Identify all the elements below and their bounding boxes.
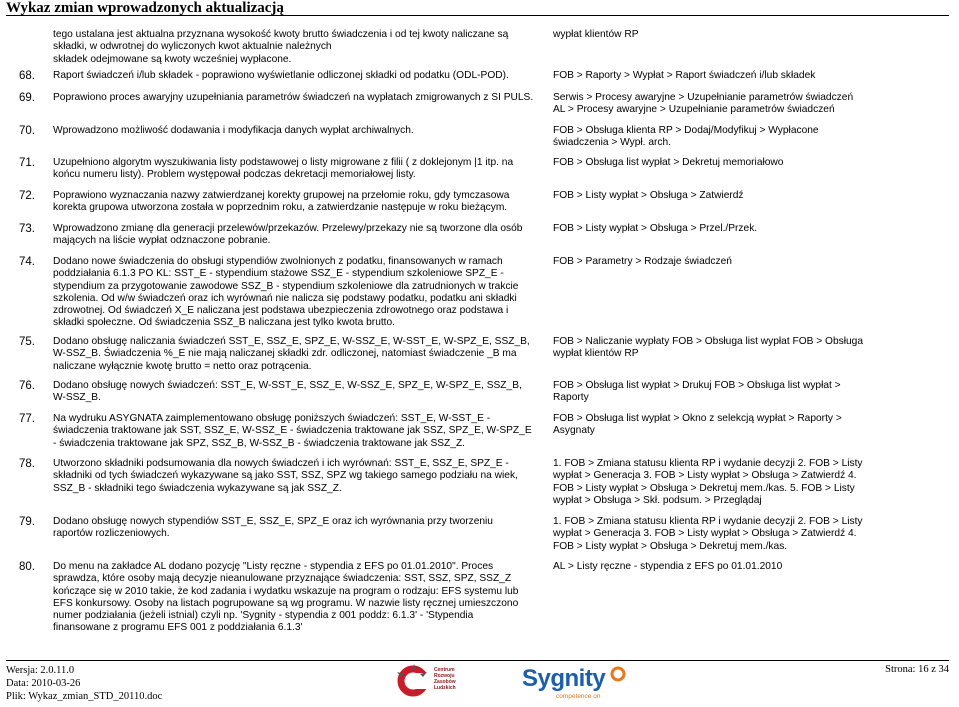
row-location: AL > Listy ręczne - stypendia z EFS po 01.01.2010 xyxy=(553,561,783,572)
row-location: FOB > Obsługa list wypłat > Okno z selekcją wypłat > Raporty > Asygnaty xyxy=(553,413,842,437)
sygnity-logo-mark xyxy=(610,666,626,682)
row-description: Wprowadzono możliwość dodawania i modyfikacja danych wypłat archiwalnych. xyxy=(53,125,414,136)
row-number: 75. xyxy=(19,336,35,348)
row-number: 77. xyxy=(19,413,35,425)
row-description: Utworzono składniki podsumowania dla nowych świadczeń i ich wyrównań: SST_E, SSZ_E, SPZ_E - składniki od tych świadczeń wykazywane są jako SST, SSZ, SPZ wg takiego samego podziału na wiek, SSZ_B - składniki tego świadczenia wykazywane są jak SSZ_Z. xyxy=(53,458,518,494)
page-title: Wykaz zmian wprowadzonych aktualizacją xyxy=(6,0,284,16)
row-location: FOB > Obsługa klienta RP > Dodaj/Modyfikuj > Wypłacone świadczenia > Wypł. arch. xyxy=(553,125,819,149)
footer-divider xyxy=(6,660,949,661)
footer-version: Wersja: 2.0.11.0 xyxy=(6,665,75,676)
row-number: 79. xyxy=(19,516,35,528)
row-number: 71. xyxy=(19,157,35,169)
footer-file: Plik: Wykaz_zmian_STD_20110.doc xyxy=(6,691,163,702)
sygnity-logo xyxy=(520,662,630,702)
row-description: Poprawiono proces awaryjny uzupełniania parametrów świadczeń na wypłatach zmigrowanych z SI PULS. xyxy=(53,92,534,103)
row-location: FOB > Obsługa list wypłat > Drukuj FOB > Obsługa list wypłat > Raporty xyxy=(553,380,841,404)
centrum-rozwoju-logo-text: Centrum Rozwoju Zasobów Ludzkich xyxy=(434,667,456,691)
row-location: 1. FOB > Zmiana statusu klienta RP i wydanie decyzji 2. FOB > Listy wypłat > Generacja 3. FOB > Listy wypłat > Obsługa > Zatwierdź 4. FOB > Listy wypłat > Obsługa > Dekretuj mem./kas. 5. FOB > Listy wypłat > Obsługa > Skł. podsum. > Przeglądaj xyxy=(553,458,863,506)
page-number: Strona: 16 z 34 xyxy=(885,664,949,675)
row-location: FOB > Parametry > Rodzaje świadczeń xyxy=(553,256,732,267)
row-description: Uzupełniono algorytm wyszukiwania listy podstawowej o listy migrowane z filii ( z doklejonym |1 itp. na końcu numeru listy). Problem występował podczas dekretacji memoriałowej listy. xyxy=(53,157,514,181)
row-description: Dodano obsługę naliczania świadczeń SST_E, SSZ_E, SPZ_E, W-SSZ_E, W-SST_E, W-SPZ_E, SSZ_B, W-SSZ_B. Świadczenia %_E nie mają naliczanej składki zdr. odliczonej, natomiast świadczenie _B ma naliczane wyłącznie kwotę brutto = netto oraz potrącenia. xyxy=(53,336,530,372)
footer-date: Data: 2010-03-26 xyxy=(6,678,81,689)
row-description: Na wydruku ASYGNATA zaimplementowano obsługę poniższych świadczeń: SST_E, W-SST_E - świadczenia traktowane jak SST, SSZ_E, W-SSZ_E - świadczenia traktowane jak SSZ, SPZ_E, W-SPZ_E - świadczenia traktowane jak SPZ, SSZ_B, W-SSZ_B - świadczenia traktowane jak SSZ_Z. xyxy=(53,413,532,449)
row-location: wypłat klientów RP xyxy=(553,29,639,40)
row-number: 69. xyxy=(19,92,35,104)
sygnity-logo-name: Sygnity xyxy=(522,665,606,692)
row-location: 1. FOB > Zmiana statusu klienta RP i wydanie decyzji 2. FOB > Listy wypłat > Generacja 3. FOB > Listy wypłat > Obsługa > Zatwierdź 4. FOB > Listy wypłat > Obsługa > Dekretuj mem./kas. xyxy=(553,516,863,552)
footer-metadata xyxy=(6,664,162,703)
row-description: Dodano obsługę nowych świadczeń: SST_E, W-SST_E, SSZ_E, W-SSZ_E, SPZ_E, W-SPZ_E, SSZ_B, W-SSZ_B. xyxy=(53,380,522,404)
row-location: FOB > Raporty > Wypłat > Raport świadczeń i/lub składek xyxy=(553,70,816,81)
row-location: FOB > Listy wypłat > Obsługa > Zatwierdź xyxy=(553,190,744,201)
row-location: Serwis > Procesy awaryjne > Uzupełnianie parametrów świadczeń AL > Procesy awaryjne > Uzupełnianie parametrów świadczeń xyxy=(553,92,854,116)
row-location: FOB > Listy wypłat > Obsługa > Przel./Przek. xyxy=(553,223,758,234)
row-number: 68. xyxy=(19,70,35,82)
row-location: FOB > Obsługa list wypłat > Dekretuj memoriałowo xyxy=(553,157,784,168)
row-description: tego ustalana jest aktualna przyznana wysokość kwoty brutto świadczenia i od tej kwoty naliczane są składki, w odwrotnej do wyliczonych kwot aktualnie należnych składek odejmowane są kwoty wcześniej wypłacone. xyxy=(53,29,509,65)
row-number: 72. xyxy=(19,190,35,202)
row-description: Wprowadzono zmianę dla generacji przelewów/przekazów. Przelewy/przekazy nie są tworzone dla osób mających na liście wypłat odznaczone pobranie. xyxy=(53,223,523,247)
row-number: 78. xyxy=(19,458,35,470)
row-number: 70. xyxy=(19,125,35,137)
row-description: Poprawiono wyznaczania nazwy zatwierdzanej korekty grupowej na przełomie roku, gdy tymczasowa korekta grupowa utworzona została w poprzednim roku, a zatwierdzanie następuje w roku bieżącym. xyxy=(53,190,510,214)
row-description: Dodano nowe świadczenia do obsługi stypendiów zwolnionych z podatku, finansowanych w ramach poddziałania 6.1.3 PO KL: SST_E - stypendium stażowe SSZ_E - stypendium szkoleniowe SPZ_E - stypendium za przygotowanie zawodowe SSZ_B - stypendium szkoleniowe dla zatrudnionych w trakcie szkolenia. Od w/w świadczeń oraz ich wyrównań nie nalicza się podstawy podatku, podatku ani składki zdrowotnej. Od świadczeń X_E naliczana jest podstawa ubezpieczenia zdrowotnego oraz podstawa i składki społeczne. Od świadczenia SSZ_B naliczana jest tylko kwota brutto. xyxy=(53,256,519,329)
row-number: 74. xyxy=(19,256,35,268)
row-number: 76. xyxy=(19,380,35,392)
row-location: FOB > Naliczanie wypłaty FOB > Obsługa list wypłat FOB > Obsługa wypłat klientów RP xyxy=(553,336,863,360)
centrum-rozwoju-logo xyxy=(392,662,482,702)
centrum-rozwoju-logo-mark xyxy=(392,662,434,702)
row-number: 73. xyxy=(19,223,35,235)
row-description: Dodano obsługę nowych stypendiów SST_E, SSZ_E, SPZ_E oraz ich wyrównania przy tworzeniu raportów rozliczeniowych. xyxy=(53,516,493,540)
row-description: Raport świadczeń i/lub składek - poprawiono wyświetlanie odliczonej składki od podatku (ODL-POD). xyxy=(53,70,509,81)
sygnity-logo-tagline: competence on xyxy=(556,693,601,700)
row-number: 80. xyxy=(19,561,35,573)
row-description: Do menu na zakładce AL dodano pozycję "Listy ręczne - stypendia z EFS po 01.01.2010". Proces sprawdza, które osoby mają decyzje nieanulowane przyznające świadczenia: SST, SSZ, SPZ, SSZ_Z kończące się w 2010 takie, że kod zadania i wydatku wskazuje na program o rodzaju: EFS systemu lub EFS konkursowy. Osoby na listach pogrupowane są wg programu. W nazwie listy ręcznej umieszczono numer podziałania (jeżeli istnial) czyli np. 'Sygnity - stypendia z 001 poddz: 6.1.3' - 'Stypendia finansowane z programu EFS 001 z poddziałania 6.1.3' xyxy=(53,561,519,634)
